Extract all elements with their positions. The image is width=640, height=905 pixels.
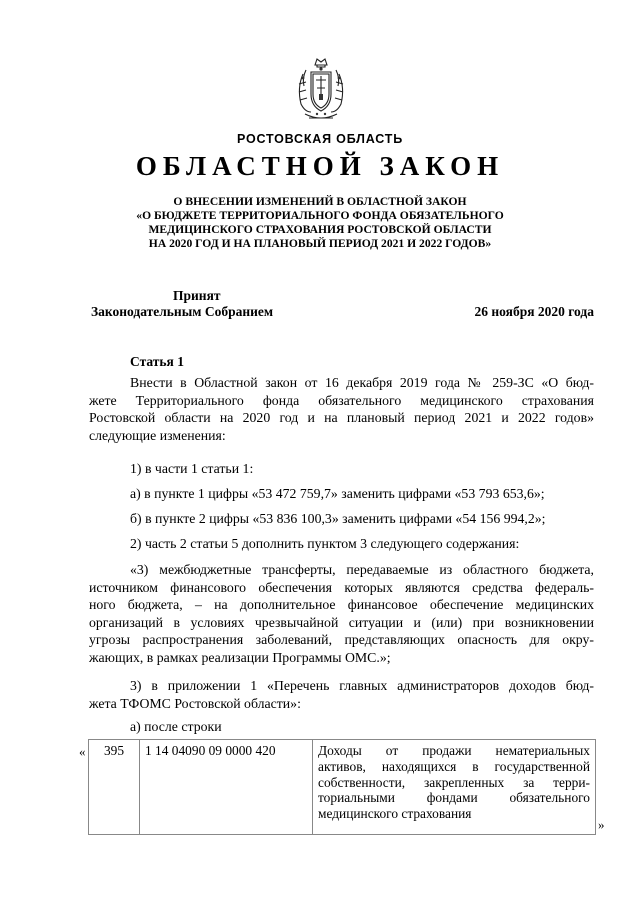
subtitle-line: НА 2020 ГОД И НА ПЛАНОВЫЙ ПЕРИОД 2021 И 2022 ГОДОВ» [148, 237, 492, 250]
income-codes-table [88, 739, 596, 835]
table-row [89, 740, 596, 835]
item3-line: жета ТФОМС Ростовской области»: [89, 695, 301, 711]
quote-close-mark: » [598, 817, 605, 832]
income-code-cell: 1 14 04090 09 0000 420 [140, 740, 313, 835]
intro-line: следующие изменения: [89, 427, 226, 443]
region-name: РОСТОВСКАЯ ОБЛАСТЬ [237, 132, 403, 146]
admin-code-cell: 395 [89, 740, 140, 835]
item3-line: 3) в приложении 1 «Перечень главных администраторов доходов бюд- [130, 678, 594, 693]
quote-line: «3) межбюджетные трансферты, передаваемые из областного бюджета, [130, 562, 594, 577]
description-line: ториальными фондами обязательного [318, 790, 590, 806]
adoption-date: 26 ноября 2020 года [474, 304, 594, 319]
subtitle-line: «О БЮДЖЕТЕ ТЕРРИТОРИАЛЬНОГО ФОНДА ОБЯЗАТЕЛЬНОГО [136, 209, 504, 222]
list-item: б) в пункте 2 цифры «53 836 100,3» заменить цифрами «54 156 994,2»; [130, 511, 546, 526]
description-line: собственности, закрепленных за терри- [318, 774, 590, 790]
subtitle-line: О ВНЕСЕНИИ ИЗМЕНЕНИЙ В ОБЛАСТНОЙ ЗАКОН [173, 195, 467, 208]
coat-of-arms-icon [293, 56, 349, 124]
list-item: 2) часть 2 статьи 5 дополнить пунктом 3 следующего содержания: [130, 536, 520, 551]
list-item: 1) в части 1 статьи 1: [130, 461, 254, 476]
intro-line: Внести в Областной закон от 16 декабря 2019 года № 259-ЗС «О бюд- [130, 375, 594, 390]
quote-line: жающих, в рамках реализации Программы ОМС.»; [89, 649, 391, 665]
law-type-title: ОБЛАСТНОЙ ЗАКОН [135, 151, 505, 181]
description-line: Доходы от продажи нематериальных [318, 743, 590, 758]
quote-open-mark: « [79, 744, 86, 759]
adopting-body: Законодательным Собранием [91, 304, 274, 319]
quote-line: ного бюджета, – на дополнительное финансовое обеспечение медицинских [89, 597, 594, 612]
quote-line: источником финансового обеспечения которых являются средства федераль- [89, 579, 594, 595]
article-title: Статья 1 [130, 354, 184, 369]
list-item: а) в пункте 1 цифры «53 472 759,7» заменить цифрами «53 793 653,6»; [130, 486, 545, 501]
subtitle-line: МЕДИЦИНСКОГО СТРАХОВАНИЯ РОСТОВСКОЙ ОБЛАСТИ [148, 223, 492, 236]
description-line: активов, находящихся в государственной [318, 758, 590, 774]
quote-line: угрозы распространения заболеваний, представляющих опасность для окру- [89, 632, 594, 647]
description-line: медицинского страхования [318, 806, 472, 822]
intro-line: жете Территориального фонда обязательного медицинского страхования [89, 392, 594, 408]
adoption-label: Принят [173, 288, 221, 303]
description-cell [313, 740, 596, 835]
law-subtitle [100, 195, 540, 251]
quote-line: организаций в условиях чрезвычайной ситуации и (или) при возникновении [89, 614, 594, 630]
intro-line: Ростовской области на 2020 год и на плановый период 2021 и 2022 годов» [89, 410, 594, 425]
subitem-a: а) после строки [130, 719, 222, 734]
